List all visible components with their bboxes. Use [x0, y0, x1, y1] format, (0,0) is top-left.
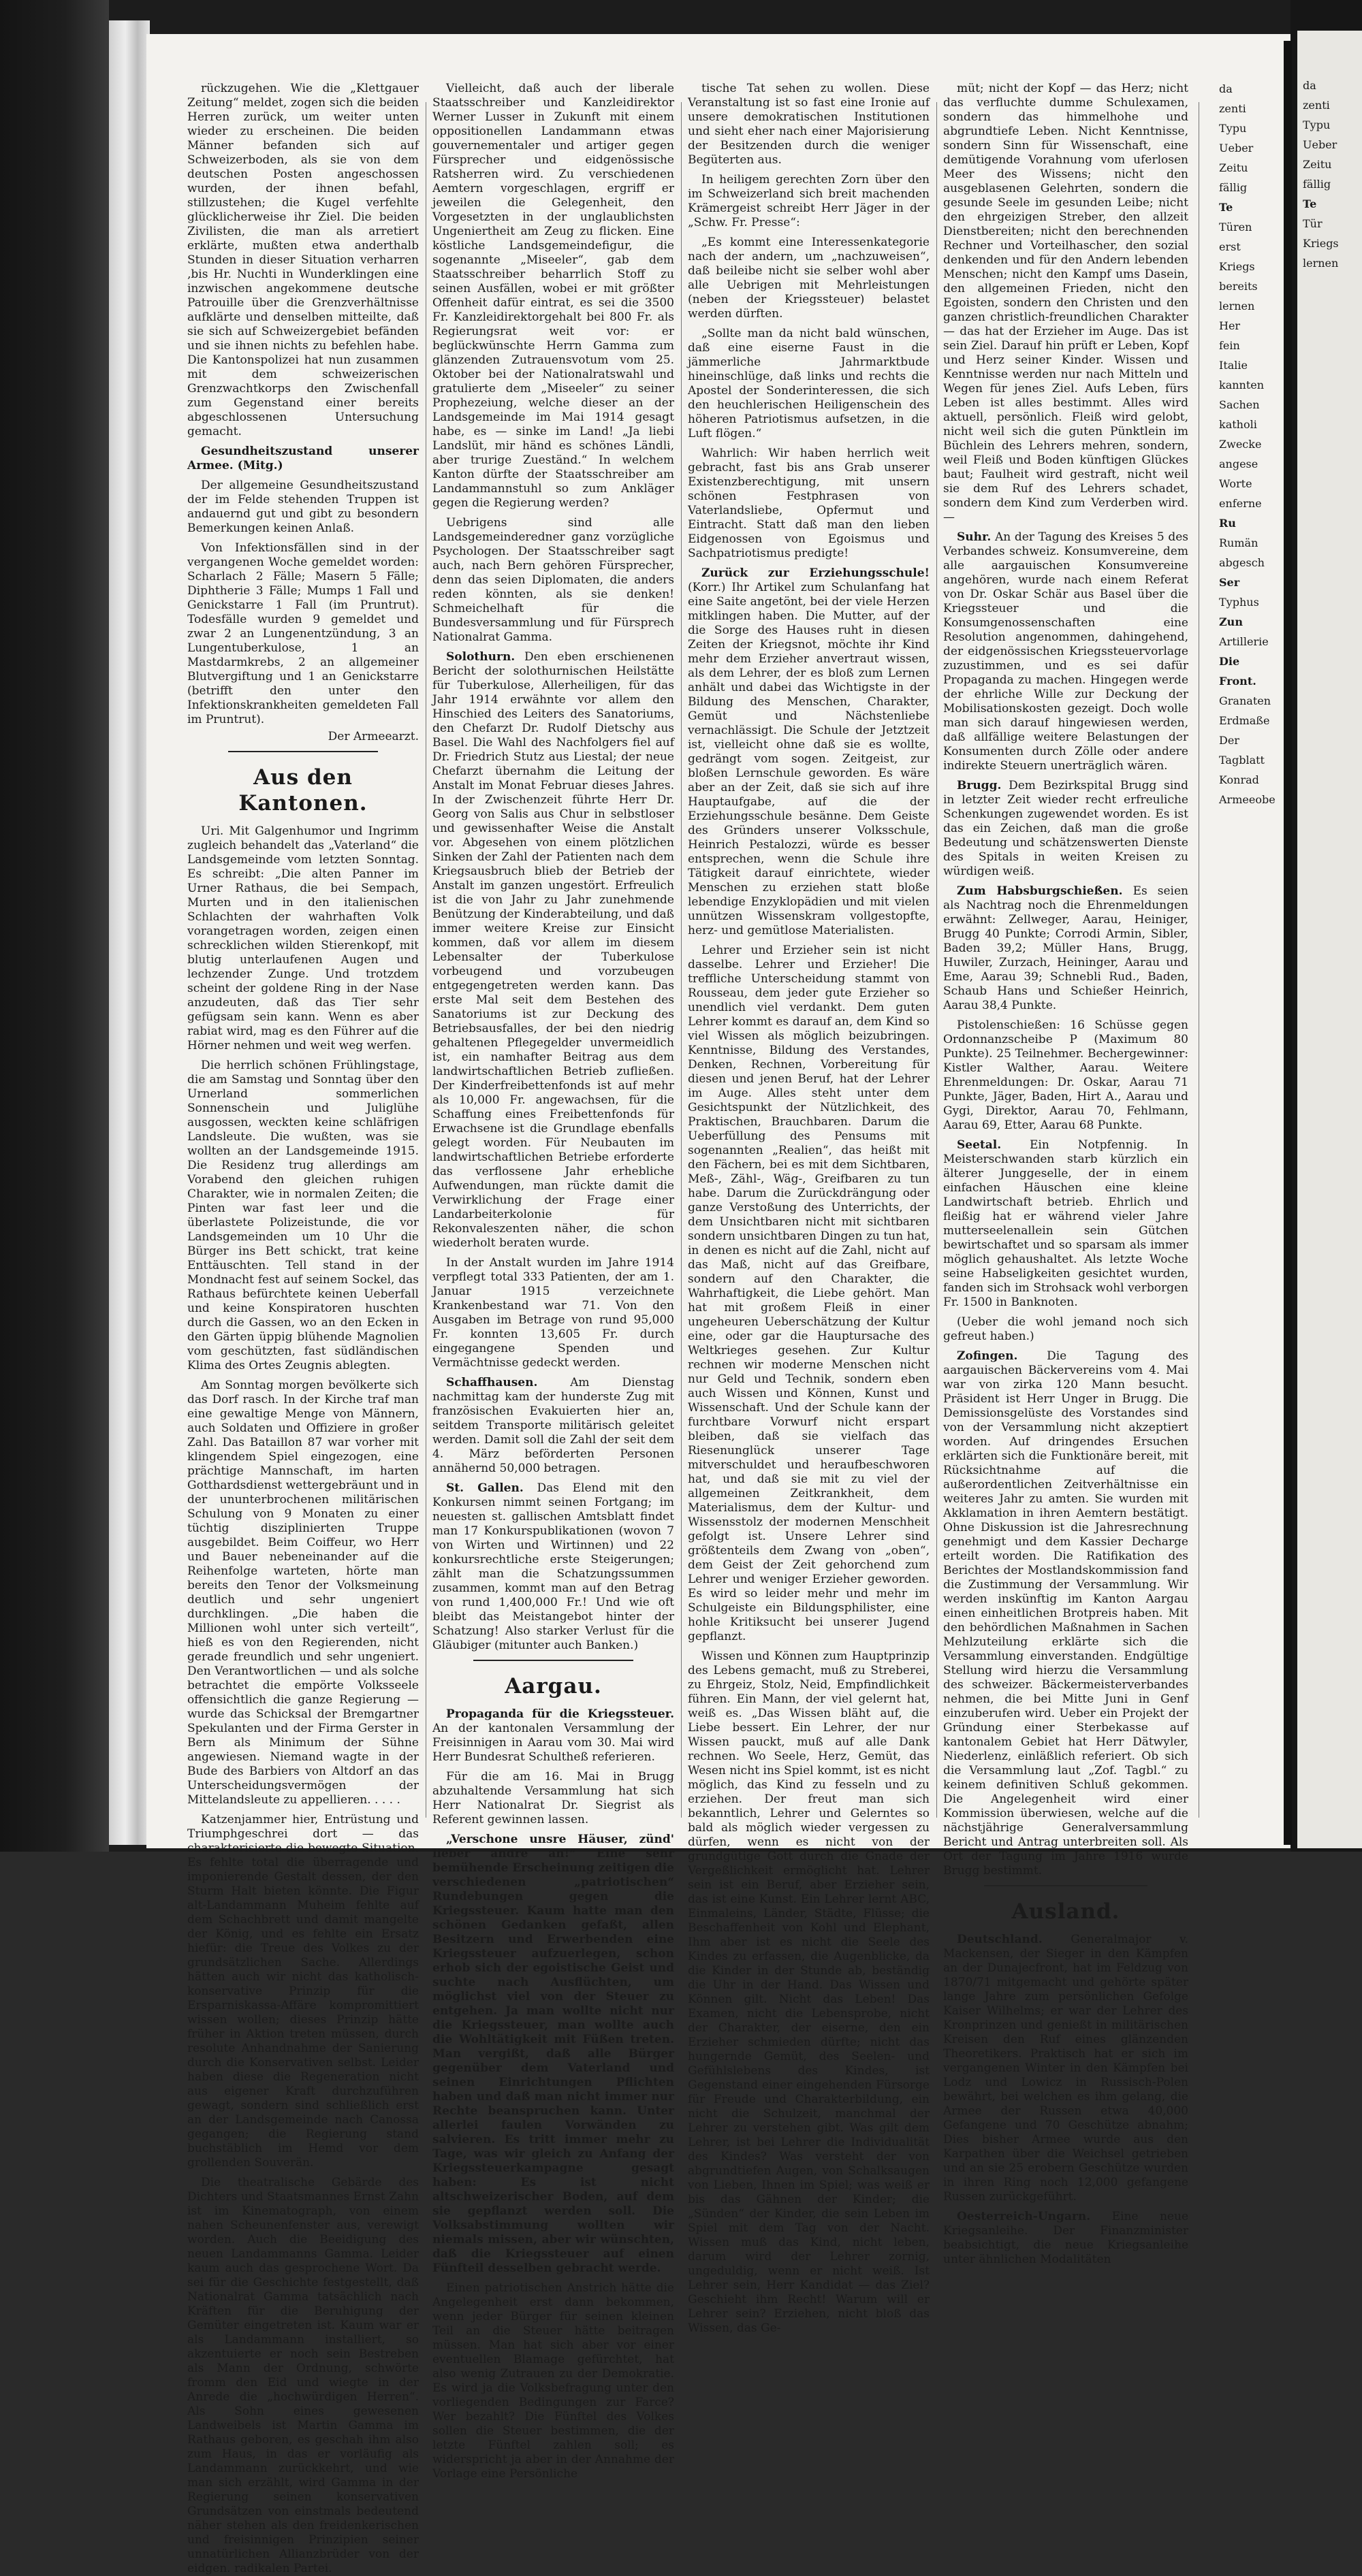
health-heading: Gesundheitszustand unserer Armee. (Mitg.): [187, 445, 419, 472]
section-divider: [228, 751, 378, 752]
fragment: fein: [1219, 339, 1240, 352]
newspaper-page: [146, 34, 1290, 2575]
column-rule: [936, 102, 937, 1818]
suhr-paragraph: An der Tagung des Kreises 5 des Verbandes schweiz. Konsumvereine, dem alle aargauischen Konsumvereine angehören, wurde nach einem Referat von Dr. Oskar Schär aus Basel über die Kriegssteuer und die Konsumgenossenschaften eine Resolution angenommen, dahingehend, der eidgenössischen Kriegssteuervorlage zuzustimmen, und es sei dafür Propaganda zu machen. Hingegen werde der ehrliche Wille zur Deckung der Mobilisationskosten gezeigt. Doch wolle man sich darauf hingewiesen werden, daß allfällige weitere Belastungen der Konsumenten durch Zölle oder andere indirekte Steuern unerträglich wären.: [943, 530, 1188, 773]
fragment: Armeeobe: [1219, 793, 1276, 806]
fragment: Te: [1219, 201, 1233, 214]
zofingen-label: Zofingen.: [957, 1349, 1018, 1363]
fragment: bereits: [1219, 280, 1258, 293]
fragment: Her: [1219, 319, 1241, 332]
uri-continued-paragraph: Vielleicht, daß auch der liberale Staatsschreiber und Kanzleidirektor Werner Lusser in Zukunft mit einem oppositionellen Landammann etwas gouvernementaler und artiger gegen Fürsprecher und eidgenössische Ratsherren wird. Zu verschiedenen Aemtern vorgeschlagen, ergriff er jeweilen die Gelegenheit, den Vorgesetzten in der unglaublichsten Ungeniertheit am Zeug zu flicken. Eine köstliche Landsgemeindefigur, die sogenannte „Miseeler“, gab dem Staatsschreiber beharrlich Stoff zu seinen Ausfällen, wobei er mit größter Offenheit dafür eintrat, es sei die 3500 Fr. Kanzleidirektorgehalt bei 800 Fr. als Regierungsrat weit vor: er beglückwünschte Herrn Gamma zum glänzenden Zutrauensvotum vom 25. Oktober bei der Nationalratswahl und gratulierte dem „Miseeler“ zu seiner Prophezeiung, welche dieser an der Landsgemeinde im Mai 1914 gesagt habe, es — sinke im Land! „Ja liebi Landslüt, mir händ es schönes Ländli, aber trurige Zueständ.“ In welchem Kanton dürfte der Staatsschreiber am Landammannstuhl so zum Ankläger gegen die Regierung werden?: [432, 82, 674, 510]
health-paragraph: Der allgemeine Gesundheitszustand der im Felde stehenden Truppen ist andauernd gut und gibt zu besondern Bemerkungen keinen Anlaß.: [187, 479, 419, 535]
uri-paragraph: Katzenjammer hier, Entrüstung und Triumphgeschrei dort — das charakterisierte die bewegte Situation. Es fehlte total die überragende und imponierende Gestalt dessen, der den Sturm Halt bieten könnte. Die Figur alt-Landammann Muheim fehlte auf dem Schachbrett und damit mangelte der König, und es fehlte ein Ersatz hiefür: die Treue des Volkes zu der grundsätzlichen Sache. Allerdings hätten auch wir nicht das katholisch-konservative Prinzip für die Ersparniskassa-Affäre kompromittiert wissen wollen; dieses Prinzip hätte früher in Aktion treten müssen, durch resolute Anhandnahme der Sanierung durch die Konservativen selbst. Leider haben diese die Regeneration nicht aus eigener Kraft durchzuführen gewagt, sondern sind schließlich erst an der Landsgemeinde nach Canossa gegangen; die Regierung stand buchstäblich im Hemd vor dem grollenden Souverän.: [187, 1813, 419, 2170]
fragment: Ser: [1219, 576, 1240, 589]
fragment: Ueber: [1219, 142, 1254, 155]
fragment: Türen: [1219, 221, 1252, 234]
fragment: Tagblatt: [1219, 754, 1265, 767]
section-divider: [984, 1885, 1147, 1886]
fragment: abgesch: [1219, 556, 1265, 569]
fragment: da: [1219, 82, 1233, 95]
fragment: fällig: [1303, 178, 1331, 191]
oesterreich-paragraph: Eine neue Kriegsanleihe. Der Finanzminister beabsichtigt, die neue Kriegsanleihe unter ähnlichen Modalitäten: [943, 2210, 1189, 2266]
tax-paragraph: Wahrlich: Wir haben herrlich weit gebracht, fast bis ans Grab unserer Existenzberechtigung, mit unsern schönen Festphrasen von Vaterlandsliebe, Opfermut und Eintracht. Statt daß man den lieben Eidgenossen von Egoismus und Sachpatriotismus predigte!: [688, 447, 930, 560]
seetal-paragraph: Ein Notpfennig. In Meisterschwanden starb kürzlich ein älterer Junggeselle, der in einem einfachen Häuschen eine kleine Landwirtschaft betrieb. Ehrlich und fleißig hat er während vieler Jahre mutterseelenallein sein Gütchen bewirtschaftet und so sparsam als immer möglich gehaushaltet. Als letzte Woche seine Habseligkeiten gesichtet wurden, fanden sich im Strohsack wohl verborgen Fr. 1500 in Banknoten.: [943, 1138, 1188, 1309]
stgallen-paragraph: Das Elend mit den Konkursen nimmt seinen Fortgang; im neuesten st. gallischen Amtsblatt findet man 17 Konkurspublikationen (wovon 7 von Wirten und Wirtinnen) und 22 konkursrechtliche erste Steigerungen; zählt man die Schatzungssummen zusammen, kommt man auf den Betrag von rund 1,400,000 Fr.! Und wie oft bleibt das Meistangebot hinter der Schatzung! Also starker Verlust für die Gläubiger (mitunter auch Banken.): [432, 1481, 674, 1652]
school-continued-paragraph: müt; nicht der Kopf — das Herz; nicht das verfluchte dumme Schulexamen, sondern das himmelhohe und abgrundtiefe Leben. Nicht Kenntnisse, sondern Sinn für Wissenschaft, eine demütigende Vorahnung vom uferlosen Meer des Wissens; nicht den ausgeblasenen Gelehrten, sondern die gesunde Seele im gesunden Leibe; nicht den ehrgeizigen Streber, den allzeit Dienstbereiten; nicht den berechnenden Rechner und Vorteilhascher, den sozial denkenden und für den Andern lebenden Menschen; nicht den Kampf ums Dasein, den allgemeinen Frieden, nicht den Egoisten, sondern den Christen und den ganzen christlich-freundlichen Charakter — das hat der Erzieher im Auge. Das ist sein Ziel. Darauf hin prüft er Leben, Kopf und Herz seiner Kinder. Wissen und Kenntnisse werden nur nach Mitteln und Wegen für jenes Ziel. Aufs Leben, fürs Leben ist alles bestimmt. Alles wird aktuell, persönlich. Fleiß wird gelobt, nicht weil sich die guten Pünktlein im Büchlein des Lehrers mehren, sondern, weil Fleiß und Boden künftigen Glückes baut; Faulheit wird gestraft, nicht weil sie dem Ruf des Lehrers schadet, sondern dem Kind zum Verderben wird. —: [943, 82, 1188, 524]
page-gutter-shadow: [1284, 41, 1292, 1845]
aargau-paragraph: „Verschone unsre Häuser, zünd' lieber andre an!“ Eine sehr bemühende Erscheinung zeitigen die verschiedenen „patriotischen“ Rundebungen gegen die Kriegssteuer. Kaum hatte man den schönen Gedanken gefaßt, allen Besitzern und Erwerbenden eine Kriegssteuer aufzuerlegen, schon erhob sich der egoistische Geist und suchte nach Ausflüchten, um möglichst viel von der Steuer zu entgehen. Ja man wollte nicht nur die Kriegssteuer, man wollte auch die Wohltätigkeit mit Füßen treten. Man vergißt, daß alle Bürger gegenüber dem Vaterland und seinen Einrichtungen Pflichten haben und daß man nicht immer nur Rechte beanspruchen kann. Unter allerlei faulen Vorwänden zu salvieren. Es tritt immer mehr zu Tage, was wir gleich zu Anfang der Kriegssteuerkampagne gesagt haben: Es ist nicht altschweizerischer Boden, auf dem sie gepflanzt werden soll. Die Volksabstimmung wollten wir niemals missen, aber wir wünschten, daß die Kriegssteuer auf einen Fünfteil desselben gebracht werde.: [432, 1833, 674, 2275]
fragment: Zeitu: [1219, 161, 1248, 174]
fragment: Rumän: [1219, 536, 1258, 549]
fragment: Worte: [1219, 477, 1252, 490]
fragment: Ru: [1219, 517, 1236, 530]
habsburg-paragraph: Pistolenschießen: 16 Schüsse gegen Ordonnanzscheibe P (Maximum 80 Punkte). 25 Teilnehmer. Bechergewinner: Kistler Walther, Aarau. Weitere Ehrenmeldungen: Dr. Oskar, Aarau 71 Punkte, Jäger, Baden, Hirt A., Aarau und Gygi, Direktor, Aarau 70, Fehlmann, Aarau 69, Etter, Aarau 68 Punkte.: [943, 1018, 1188, 1132]
uri-paragraph: Die herrlich schönen Frühlingstage, die am Samstag und Sonntag über den Urnerland sommerlichen Sonnenschein und Juliglühe ausgossen, weckten keine schläfrigen Landsleute. Die wußten, was sie wollten an der Landsgemeinde 1915. Die Residenz trug allerdings am Vorabend den gleichen ruhigen Charakter, wie in normalen Zeiten; die Pinten war fast leer und die überlastete Polizeistunde, die vor Landsgemeinden um 10 Uhr die Bürger ins Bett schickt, trat keine Enttäuschten. Tell stand in der Mondnacht fest auf seinem Sockel, das Rathaus befürchtete keinen Ueberfall und keine Konspiratoren huschten durch die Gassen, wo an den Ecken in den Gärten üppig blühende Magnolien vom geschützten, fast südländischen Klima des Ortes Zeugnis ablegten.: [187, 1059, 419, 1372]
fragment: Granaten: [1219, 694, 1271, 707]
fragment: fällig: [1219, 181, 1248, 194]
aargau-heading: Aargau.: [505, 1674, 602, 1698]
brugg-label: Brugg.: [957, 779, 1002, 792]
uri-paragraph: Uri. Mit Galgenhumor und Ingrimm zugleich behandelt das „Vaterland“ die Landsgemeinde vom letzten Sonntag. Es schreibt: „Die alten Panner im Urner Rathaus, die bei Sempach, Murten und in den italienischen Schlachten der wahrhaften Volk vorangetragen worden, zeigen einen schrecklichen wilden Stierenkopf, mit blutig unterlaufenen Augen und lechzender Zunge. Und trotzdem scheint der goldene Ring in der Nase anzudeuten, daß das Tier sehr gefügsam sein kann. Wenn es aber rabiat wird, mag es den Führer auf die Hörner nehmen und weit weg werfen.: [187, 824, 419, 1052]
fragment: erst: [1219, 240, 1241, 253]
suhr-label: Suhr.: [957, 530, 992, 544]
zofingen-paragraph: Die Tagung des aargauischen Bäckervereins vom 4. Mai war von zirka 120 Mann besucht. Präsident ist Herr Unger in Brugg. Die Demissionsgelüste des Vorstandes sind von der Versammlung nicht akzeptiert worden. Auf dringendes Ersuchen erklärten sich die Funktionäre bereit, mit Rücksichtnahme auf die außerordentlichen Zeitverhältnisse ein weiteres Jahr zu amten. Sie wurden mit Akklamation in ihren Aemtern bestätigt. Ohne Diskussion ist die Jahresrechnung genehmigt und dem Kassier Decharge erteilt worden. Die Ratifikation des Berichtes der Mostlandskommission fand die Zustimmung der Versammlung. Wir werden inskünftig im Kanton Aargau einen einheitlichen Brotpreis haben. Mit den behördlichen Maßnahmen in Sachen Mehlzuteilung erklärte sich die Versammlung einverstanden. Endgültige Stellung wird hierzu die Versammlung des schweizer. Bäckermeisterverbandes nehmen, die bei Mitte Juni in Genf einzuberufen wird. Ueber ein Projekt der Gründung einer Sterbekasse auf kantonalem Gebiet hat Herr Dätwyler, Niederlenz, einläßlich referiert. Ob sich die Versammlung laut „Zof. Tagbl.“ zu keinem definitiven Schluß gekommen. Die Angelegenheit wird einer Kommission überwiesen, welche auf die nächstjährige Generalversammlung Bericht und Antrag unterbreiten soll. Als Ort der Tagung im Jahre 1916 wurde Brugg bestimmt.: [943, 1349, 1189, 1878]
solothurn-paragraph: In der Anstalt wurden im Jahre 1914 verpflegt total 333 Patienten, der am 1. Januar 1915 verzeichnete Krankenbestand war 71. Von den Ausgaben im Betrage von rund 95,000 Fr. konnten 13,605 Fr. durch eingegangene Spenden und Vermächtnisse gedeckt werden.: [432, 1256, 674, 1370]
health-signature: Der Armeearzt.: [328, 730, 419, 743]
fragment: Zun: [1219, 615, 1243, 628]
tax-paragraph: In heiligem gerechten Zorn über den im Schweizerland sich breit machenden Krämergeist schreibt Herr Jäger in der „Schw. Fr. Presse“:: [688, 173, 930, 229]
fragment: Die: [1219, 655, 1240, 668]
column-3: [688, 82, 930, 2335]
aargau-title: Propaganda für die Kriegssteuer.: [446, 1707, 674, 1721]
column-2: [432, 82, 674, 2481]
schaffhausen-paragraph: Am Dienstag nachmittag kam der hunderste Zug mit französischen Evakuierten hier an, seitdem Transporte militärisch geleitet werden. Damit soll die Zahl der seit dem 4. März beförderten Personen annähernd 50,000 betragen.: [432, 1376, 674, 1475]
border-incident-paragraph: rückzugehen. Wie die „Klettgauer Zeitung“ meldet, zogen sich die beiden Herren zurück, um weiter unten wieder zu erscheinen. Die beiden Männer befanden sich auf Schweizerboden, als sie von dem deutschen Posten angeschossen wurden, der ihnen befahl, stillzustehen; die Kugel verfehlte glücklicherweise ihr Ziel. Die beiden Zivilisten, die man als arretiert erklärte, mußten etwa anderthalb Stunden in dieser Situation verharren ‚bis Hr. Nuchti in Wunderklingen eine inzwischen angekommene deutsche Patrouille über die Grenzverhältnisse aufklärte und denselben mitteilte, daß sie sich auf Schweizergebiet befänden und sie ihnen nichts zu befehlen habe. Die Kantonspolizei hat nun zusammen mit dem schweizerischen Grenzwachtkorps den Zwischenfall zum Gegenstand einer bereits abgeschlossenen Untersuchung gemacht.: [187, 82, 419, 438]
fragment: Kriegs: [1303, 237, 1339, 250]
school-paragraph: Lehrer und Erzieher sein ist nicht dasselbe. Lehrer und Erzieher! Die treffliche Unterscheidung stammt von Rousseau, dem jeder gute Erzieher so unendlich viel verdankt. Dem guten Lehrer kommt es darauf an, dem Kind so viel Wissen als möglich beizubringen. Kenntnisse, Bildung des Verstandes, Denken, Rechnen, Vorbereitung für diesen und jenen Beruf, hat der Lehrer im Auge. Alles steht unter dem Gesichtspunkt der Nützlichkeit, des Praktischen, Brauchbaren. Darum die Ueberfüllung des Pensums mit sogenannten „Realien“, das heißt mit den Fächern, bei es mit dem Sichtbaren, Meß-, Zähl-, Wäg-, Greifbaren zu tun habe. Darum die Zurückdrängung oder ganze Verstoßung des Unterrichts, der dem Unsichtbaren nicht mit sichtbaren sondern unsichtbaren Dingen zu tun hat, in denen es nicht auf die Zahl, nicht auf das Maß, nicht auf das Greifbare, sondern auf den Charakter, die Wahrhaftigkeit, die Liebe gehört. Man hat mit großem Fleiß in einer ungeheuren Ueberschätzung der Kultur eine, oder gar die Hauptursache des Weltkrieges gesehen. Zur Kultur rechnen wir moderne Menschen nicht nur Geld und Technik, sondern eben auch Wissen und Können, Kunst und Wissenschaft. Und der Schule kann der furchtbare Vorwurf nicht erspart bleiben, daß sie vielfach das Riesenunglück unserer Tage mitverschuldet und heraufbeschworen hat, und daß sie mit zu viel der allgemeinen Zeitkrankheit, dem Materialismus, dem der Kultur- und Wissensstolz der modernen Menschheit gefolgt ist. Unsere Lehrer sind größtenteils dem Zwang von „oben“, dem Geist der Zeit gehorchend zum Lehrer und weniger Erzieher geworden. Es wird so leider mehr und mehr im Schulgeiste ein Bildungsphilister, eine hohle Kritiksucht bei unserer Jugend gepflanzt.: [688, 944, 930, 1643]
fragment: enferne: [1219, 497, 1262, 510]
school-paragraph: Wissen und Können zum Hauptprinzip des Lebens gemacht, muß zu Streberei, zu Ehrgeiz, Stolz, Neid, Empfindlichkeit führen. Ein Mann, der viel gelernt hat, weiß es. „Das Wissen bläht auf, die Liebe bessert. Ein Lehrer, der nur Wissen pauckt, muß auf alle Dank rechnen. Wo Seele, Herz, Gemüt, das Wesen nicht ins Spiel kommt, ist es nicht möglich, das Kind zu fesseln und zu erziehen. Der freut man sich bekanntlich, Lehrer und Gelerntes so bald als möglich wieder vergessen zu dürfen, wenn es nicht von der grundgütige Gott durch die Gnade der Vergeßlichkeit ermöglicht hat. Lehrer sein ist ein Beruf, aber Erzieher sein, das ist eine Kunst. Ein Lehrer lernt ABC, Einmaleins, Länder, Städte, Flüsse; die Beschaffenheit von Kohl und Elephant, Ihm aber ist es nicht die Seele des Kindes zu erfassen, die Augenblicke, da die Kinder in der Stunde ab, beständig die Uhr in der Hand. Das Wissen und Können gilt. Nicht das Leben! Das Examen, nicht die Lebensprobe, nicht der Charakter, der eiserne, den ein Erzieher schmieden dürfte; nicht das hungernde Gemüt, des Seelen- und Gefühlslebens des Kindes, ist Gegenstand einer eingehenden Fürsorge für Freude und Charakterbildung, ein nicht die Schulzeit, manchmal der Lehrer zu verstehen gibt. Was gilt dem Lehrer, ist bei Lehrer die Individualität des Kindes? Was versteht der von abgrundtiefen Augen, von Schalksaugen von Lieben, Ihnen im Spiel; was weiß er bis das Gähnen der Kinder; die „Sünden“ der Kinder, die sein Leben im Spiel mit dem Tag von der Nacht. Wissen muß das Kind, nicht leben, darum wird der Lehrer zornig, ungeduldig, wenn er nicht weiß. Ist Lehrer sein, Herr Kandidat — das Ziel? Geschieht ihm Recht! Warum will er Lehrer sein? Erziehen, nicht bloß das Wissen, das Ge-: [688, 1649, 930, 2335]
fragment: Typu: [1303, 118, 1331, 131]
schaffhausen-label: Schaffhausen.: [446, 1376, 538, 1389]
tax-paragraph: „Es kommt eine Interessenkategorie nach der andern, um „nachzuweisen“, daß beileibe nicht sie selber wohl aber alle Uebrigen mit Mehrleistungen (neben der Kriegssteuer) belastet werden dürften.: [688, 236, 930, 321]
fragment: lernen: [1219, 300, 1255, 312]
ausland-heading: Ausland.: [1011, 1899, 1120, 1924]
deutschland-paragraph: Generalmajor v. Mackensen, der Sieger in den Kämpfen an der Dunajecfront, hat im Feldzug von 1870/71 mitgemacht und gehörte später lange Jahre zum persönlichen Gefolge Kaiser Wilhelms; er war der Lehrer des Kronprinzen und genießt in militärischen Kreisen den Ruf eines glänzenden Theoretikers. Praktisch hat er sich im vergangenen Winter in den Kämpfen bei Lodz und Lowicz in Russisch-Polen bewährt, bei welchen es ihm gelang, die Armee der Russen etwa 40,000 Gefangene und 70 Geschütze abnahm; Dies bisher Armee wurde aus den Karpathen über die Weichsel getrieben und an sie 25 erobern Geschütze wurden in ihren Ring noch 12,000 gefangene Russen zurückgeführt.: [943, 1933, 1188, 2204]
aargau-paragraph: Einen patriotischen Anstrich hätte die Angelegenheit erst dann bekommen, wenn jeder Bürger für seinen kleinen Teil an die Steuer hätte beitragen müssen. Man hat sich aber vor einer eventuellen Blamage gefürchtet, hat also wenig Zutrauen zu der Demokratie. Es wird ja die Volksbefragung unter den vorliegenden Bedingungen zur Farce? Wer bezahlt? Die Fünftel des Volkes sollen die Steuer bestimmen, die der letzte Fünftel zahlen soll; es widerspricht ja aber in der Annahme der Vorlage eine Persönliche: [432, 2281, 674, 2481]
fragment: Erdmaße: [1219, 714, 1270, 727]
habsburg-title: Zum Habsburgschießen.: [957, 884, 1123, 898]
fragment: katholi: [1219, 418, 1257, 431]
tax-paragraph: tische Tat sehen zu wollen. Diese Veranstaltung ist so fast eine Ironie auf unsere demokratischen Institutionen und sieht eher nach einer Majorisierung der Besitzenden durch die weniger Begüterten aus.: [688, 82, 930, 167]
tax-paragraph: „Sollte man da nicht bald wünschen, daß eine eiserne Faust in die jämmerliche Jahrmarktbude hineinschlüge, daß links und rechts die Apostel der Sonderinteressen, die sich den heuchlerischen Heiligenschein des höheren Patriotismus aufsetzen, in die Luft flögen.“: [688, 327, 930, 440]
fragment: Italie: [1219, 359, 1248, 372]
uri-continued-paragraph: Uebrigens sind alle Landsgemeinderedner ganz vorzügliche Psychologen. Der Staatsschreiber sagt auch, nach Bern gehören Fürsprecher, denn das seien Diplomaten, die anders reden könnten, als sie denken! Schmeichelhaft für die Bundesversammlung und für Fürsprech Nationalrat Gamma.: [432, 516, 674, 644]
fragment: zenti: [1303, 99, 1330, 112]
fragment: Artillerie: [1219, 635, 1269, 648]
fragment: Tür: [1303, 217, 1323, 230]
fragment: Front.: [1219, 675, 1256, 688]
column-4: [943, 82, 1189, 2266]
fragment: Ueber: [1303, 138, 1337, 151]
school-paragraph: (Korr.) Ihr Artikel zum Schulanfang hat eine Saite angetönt, bei der viele Herzen mitklingen haben. Die Mutter, auf der die Sorge des Hauses ruht in diesen Zeiten der Kriegsnot, möchte ihr Kind mehr dem Erzieher anvertraut wissen, als dem Lehrer, der es bloß zum Lernen anhält und dabei das Wichtigste in der Bildung des Menschen, Charakter, Gemüt und Nächstenliebe vernachlässigt. Die Schule der Jetztzeit ist, vielleicht ohne daß sie es wollte, gedrängt vom sogen. Zeitgeist, zur bloßen Lernschule geworden. Es wäre aber an der Zeit, daß sie sich auf ihre Hauptaufgabe, auf die der Erziehungsschule besänne. Dem Geiste des Gründers unserer Volksschule, Heinrich Pestalozzi, würde es besser entsprechen, wenn die Schule ihre Tätigkeit darauf einrichtete, wieder Menschen zu erziehen statt bloße lebendige Enzyklopädien und mit vielen unnützen Wissenskram vollgestopfte, herz- und gemütlose Materialisten.: [688, 581, 930, 937]
fragment: Der: [1219, 734, 1239, 747]
aargau-paragraph: Für die am 16. Mai in Brugg abzuhaltende Versammlung hat sich Herr Nationalrat Dr. Siegrist als Referent gewinnen lassen.: [432, 1770, 674, 1826]
health-paragraph: Von Infektionsfällen sind in der vergangenen Woche gemeldet worden: Scharlach 2 Fälle; Masern 5 Fälle; Diphtherie 3 Fälle; Mumps 1 Fall und Genickstarre 1 Fall (im Pruntrut). Todesfälle wurden 9 gemeldet und zwar 2 an Lungenentzündung, 3 an Lungentuberkulose, 1 an Mastdarmkrebs, 2 an allgemeiner Blutvergiftung und 1 an Genickstarre (betrifft den unter den Infektionskrankheiten gemeldeten Fall im Pruntrut).: [187, 541, 419, 726]
habsburg-paragraph: Es seien als Nachtrag noch die Ehrenmeldungen erwähnt: Zellweger, Aarau, Heiniger, Brugg 40 Punkte; Corrodi Armin, Sibler, Baden 39,2; Müller Hans, Brugg, Huwiler, Zurzach, Heininger, Aarau und Eme, Aarau 39; Schnebli Rud., Baden, Schaub Hans und Schießer Heinrich, Aarau 38,4 Punkte.: [943, 884, 1188, 1012]
fragment: angese: [1219, 457, 1258, 470]
fragment: da: [1303, 79, 1316, 92]
facing-page-column: [1303, 78, 1361, 1821]
uri-paragraph: Am Sonntag morgen bevölkerte sich das Dorf rasch. In der Kirche traf man eine gewaltige Menge von Männern, auch Soldaten und Offiziere in großer Zahl. Das Bataillon 87 war vorher mit klingendem Spiel eingezogen, eine prächtige Mannschaft, im harten Gotthardsdienst wettergebräunt und in der ununterbrochenen militärischen Schulung von 9 Monaten zu einer tüchtig disziplinierten Truppe ausgebildet. Beim Coiffeur, wo Herr und Bauer nebeneinander auf die Reihenfolge warteten, hörte man bereits den Tenor der Volksmeinung deutlich und sehr ungeniert durchklingen. „Die haben die Millionen wohl unter sich verteilt“, hieß es von den Regierenden, nicht gerade freundlich und sehr ungeniert. Den Verantwortlichen — und als solche betrachtet die empörte Volksseele offensichtlich die ganze Regierung — wurde das Schicksal der Bremgartner Spekulanten und der Firma Gerster in Bern als Minimum der Sühne angewiesen. Niemand wagte in der Bude des Barbiers von Altdorf an das Unterscheidungsvermögen der Mittelandsleute zu appellieren. . . . .: [187, 1379, 419, 1807]
fragment: zenti: [1219, 102, 1246, 115]
fragment: Kriegs: [1219, 260, 1255, 273]
fragment: Typhus: [1219, 596, 1259, 609]
deutschland-label: Deutschland.: [957, 1933, 1043, 1946]
cantons-heading: Aus den Kantonen.: [238, 765, 368, 816]
school-title: Zurück zur Erziehungsschule!: [701, 566, 930, 580]
fragment: Konrad: [1219, 773, 1259, 786]
column-1: [187, 82, 419, 2575]
stgallen-label: St. Gallen.: [446, 1481, 524, 1495]
aargau-paragraph: An der kantonalen Versammlung der Freisinnigen in Aarau vom 30. Mai wird Herr Bundesrat Schultheß referieren.: [432, 1722, 674, 1764]
solothurn-paragraph: Den eben erschienenen Bericht der solothurnischen Heilstätte für Tuberkulose, Allerheiligen, für das Jahr 1914 erwähnte vor allem den Hinschied des Leiters des Sanatoriums, den Chefarzt Dr. Rudolf Dietschy aus Basel. Die Wahl des Nachfolgers fiel auf Dr. Friedrich Stutz aus Liestal; der neue Chefarzt übernahm die Leitung der Anstalt im Monat Februar dieses Jahres. In der Zwischenzeit führte Herr Dr. Georg von Salis aus Chur in selbstloser und gewissenhafter Weise die Anstalt vor. Abgesehen von einem plötzlichen Sinken der Zahl der Patienten nach dem Kriegsausbruch blieb der Betrieb der Anstalt im ganzen ungestört. Erfreulich ist die von Jahr zu Jahr zunehmende Benützung der Kinderabteilung, und daß immer weitere Kreise zur Einsicht kommen, daß vor allem im diesem Lebensalter der Tuberkulose vorbeugend und vorzubeugen entgegengetreten werden kann. Das erste Mal seit dem Bestehen des Sanatoriums ist zur Deckung des Betriebsausfalles, der bei den niedrig gehaltenen Pflegegelder unvermeidlich ist, ein namhafter Beitrag aus dem landwirtschaftlichen Betrieb zufließen. Der Kinderfreibettenfonds ist auf mehr als 10,000 Fr. angewachsen, für die Schaffung eines Freibettenfonds für Erwachsene ist die Grundlage ebenfalls gelegt worden. Für Neubauten im landwirtschaftlichen Betriebe erforderte das verflossene Jahr erhebliche Aufwendungen, man rückte damit die Verwirklichung der Frage einer Landarbeiterkolonie für Rekonvaleszenten näher, die schon wiederholt beraten wurde.: [432, 650, 674, 1250]
column-rule: [681, 102, 682, 1818]
fragment: Zwecke: [1219, 438, 1262, 451]
section-divider: [473, 1660, 633, 1661]
seetal-note: (Ueber die wohl jemand noch sich gefreut haben.): [943, 1315, 1188, 1343]
fragment: Te: [1303, 197, 1317, 210]
column-5-cut: [1205, 82, 1287, 1824]
facing-page-edge: [1297, 31, 1362, 1848]
fragment: lernen: [1303, 257, 1339, 270]
solothurn-label: Solothurn.: [446, 650, 516, 664]
uri-paragraph: Die theatralische Gebärde des Dichters und Staatsmannes Ernst Zahn ist im Kinematograph, von einem nahen Scheunenfenster aus, verewigt worden. Auch die Beeidigung des neuen Landammanns Gamma. Leider kaum auch das gesprochene Wort. Da sei für die Geschichte festgestellt, daß Nationalrat Gamma tatsächlich nach Kräften für die Beruhigung der Gemüter eingetreten ist. Kaum war er als Landammann installiert, so akzentuierte er noch sein Bestreben als Mann der Ordnung, schwörte fromm den Eid und wiegte in der Anrede die „hochwürdigen Herren“. Als Sohn eines gewesenen Landweibels ist Martin Gamma im Rathaus geboren, es geschah ihm also zum Haus, in das er vorläufig als Landammann zurückkehrt, und wie man sich erzählt, wird Gamma in der Regierung seinen konservativen Grundsätzen von einstmals bedeutend näher stehen als den freidenkerischen und freisinnigen Prinzipien seiner unnatürlichen Allianzbrüder von der eidgen. radikalen Partei.: [187, 2176, 419, 2575]
brugg-paragraph: Dem Bezirkspital Brugg sind in letzter Zeit wieder recht erfreuliche Schenkungen zugewendet worden. Es ist das ein Zeichen, daß man die große Bedeutung und schätzenswerten Dienste des Spitals in weiten Kreisen zu würdigen weiß.: [943, 779, 1189, 878]
scan-left-margin: [0, 0, 109, 1852]
seetal-label: Seetal.: [957, 1138, 1002, 1152]
fragment: Zeitu: [1303, 158, 1332, 171]
fragment: Sachen: [1219, 398, 1260, 411]
fragment: kannten: [1219, 379, 1265, 391]
fragment: Typu: [1219, 122, 1247, 135]
oesterreich-label: Oesterreich-Ungarn.: [957, 2210, 1091, 2223]
book-spine: [109, 20, 150, 1845]
